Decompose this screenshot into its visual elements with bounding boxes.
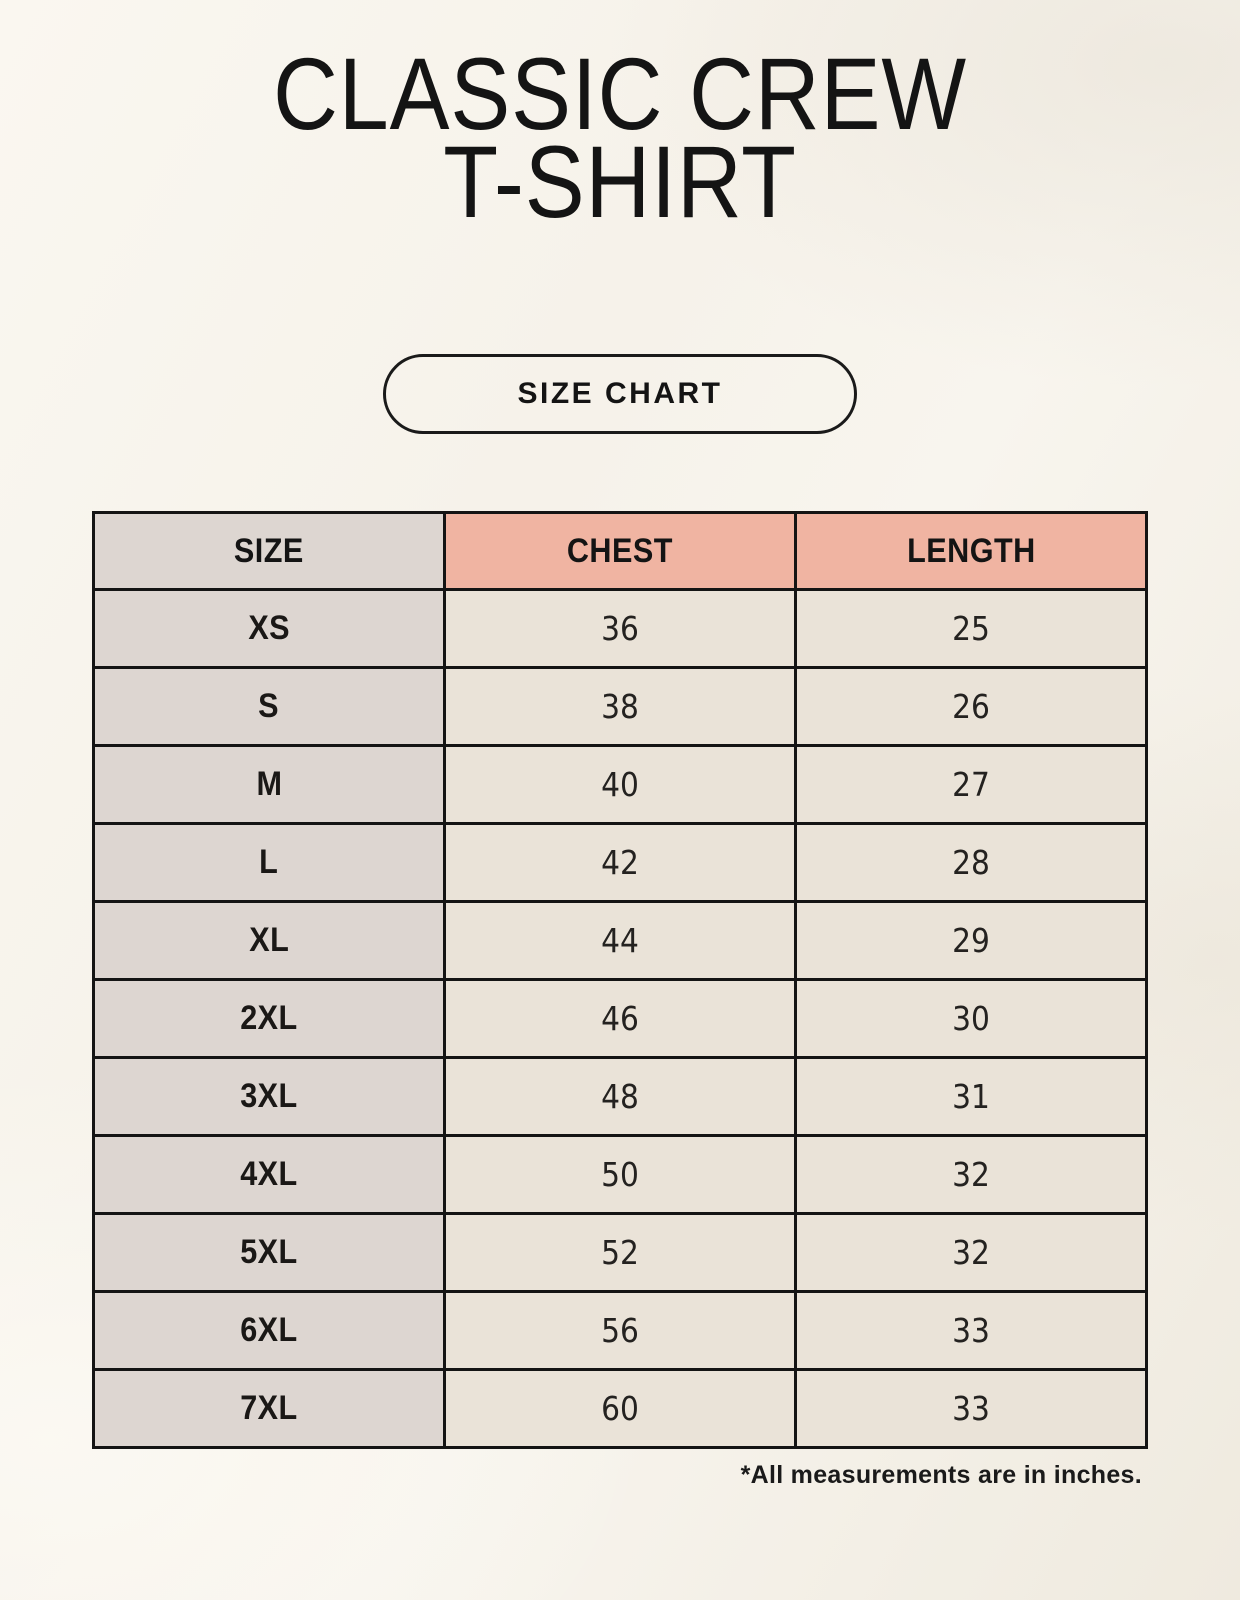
cell-text: 46 xyxy=(601,999,639,1038)
size-cell xyxy=(94,1292,445,1370)
cell-text: S xyxy=(258,687,280,725)
column-header-length-label: LENGTH xyxy=(906,531,1036,570)
length-cell xyxy=(795,1292,1146,1370)
size-table-body xyxy=(94,590,1147,1448)
cell-text: 56 xyxy=(601,1311,639,1350)
cell-text: 32 xyxy=(952,1233,990,1272)
measurements-footnote: *All measurements are in inches. xyxy=(740,1461,1142,1489)
length-cell xyxy=(795,1058,1146,1136)
length-cell xyxy=(795,980,1146,1058)
chest-cell xyxy=(444,1136,795,1214)
cell-text: M xyxy=(256,765,282,803)
column-header-length xyxy=(795,513,1146,590)
length-cell xyxy=(795,1214,1146,1292)
cell-text: 42 xyxy=(601,843,639,882)
table-row xyxy=(94,1370,1147,1448)
cell-text: 38 xyxy=(601,687,639,726)
table-row xyxy=(94,980,1147,1058)
size-cell xyxy=(94,824,445,902)
length-cell xyxy=(795,1136,1146,1214)
chest-cell xyxy=(444,980,795,1058)
table-row xyxy=(94,1058,1147,1136)
chest-cell xyxy=(444,902,795,980)
size-cell xyxy=(94,902,445,980)
chest-cell xyxy=(444,746,795,824)
cell-text: 4XL xyxy=(240,1155,298,1193)
size-cell xyxy=(94,1136,445,1214)
cell-text: 26 xyxy=(952,687,990,726)
cell-text: 40 xyxy=(601,765,639,804)
length-cell xyxy=(795,668,1146,746)
length-cell xyxy=(795,902,1146,980)
column-header-size xyxy=(94,513,445,590)
header-row xyxy=(94,513,1147,590)
cell-text: 32 xyxy=(952,1155,990,1194)
cell-text: 2XL xyxy=(240,999,298,1037)
chest-cell xyxy=(444,824,795,902)
table-row xyxy=(94,1292,1147,1370)
cell-text: 52 xyxy=(601,1233,639,1272)
table-row xyxy=(94,746,1147,824)
cell-text: 36 xyxy=(601,609,639,648)
size-cell xyxy=(94,1058,445,1136)
chest-cell xyxy=(444,1292,795,1370)
size-chart-table xyxy=(92,511,1148,1449)
title-line-2: T-SHIRT xyxy=(443,125,797,239)
cell-text: 3XL xyxy=(240,1077,298,1115)
cell-text: 27 xyxy=(952,765,990,804)
cell-text: 33 xyxy=(952,1311,990,1350)
table-row xyxy=(94,668,1147,746)
cell-text: XS xyxy=(248,609,290,647)
table-row xyxy=(94,1136,1147,1214)
chest-cell xyxy=(444,590,795,668)
size-cell xyxy=(94,590,445,668)
cell-text: 25 xyxy=(952,609,990,648)
cell-text: 6XL xyxy=(240,1311,298,1349)
chest-cell xyxy=(444,1214,795,1292)
length-cell xyxy=(795,1370,1146,1448)
cell-text: 5XL xyxy=(240,1233,298,1271)
chest-cell xyxy=(444,1058,795,1136)
cell-text: 30 xyxy=(952,999,990,1038)
cell-text: 31 xyxy=(952,1077,990,1116)
cell-text: 44 xyxy=(601,921,639,960)
cell-text: 7XL xyxy=(240,1389,298,1427)
column-header-size-label: SIZE xyxy=(234,531,304,570)
cell-text: 28 xyxy=(952,843,990,882)
size-chart-badge-label: SIZE CHART xyxy=(517,377,723,410)
title-line-1: CLASSIC CREW xyxy=(273,37,967,151)
size-cell xyxy=(94,980,445,1058)
cell-text: XL xyxy=(248,921,289,959)
cell-text: 50 xyxy=(601,1155,639,1194)
length-cell xyxy=(795,824,1146,902)
size-cell xyxy=(94,1214,445,1292)
column-header-chest-label: CHEST xyxy=(566,531,673,570)
table-row xyxy=(94,824,1147,902)
column-header-chest xyxy=(444,513,795,590)
table-row xyxy=(94,590,1147,668)
size-cell xyxy=(94,668,445,746)
chest-cell xyxy=(444,668,795,746)
length-cell xyxy=(795,590,1146,668)
chest-cell xyxy=(444,1370,795,1448)
size-chart-badge xyxy=(383,354,857,434)
table-row xyxy=(94,1214,1147,1292)
cell-text: 29 xyxy=(952,921,990,960)
cell-text: 60 xyxy=(601,1389,639,1428)
cell-text: 48 xyxy=(601,1077,639,1116)
cell-text: 33 xyxy=(952,1389,990,1428)
size-cell xyxy=(94,746,445,824)
length-cell xyxy=(795,746,1146,824)
page-title xyxy=(74,0,1165,239)
table-row xyxy=(94,902,1147,980)
size-cell xyxy=(94,1370,445,1448)
cell-text: L xyxy=(259,843,279,881)
